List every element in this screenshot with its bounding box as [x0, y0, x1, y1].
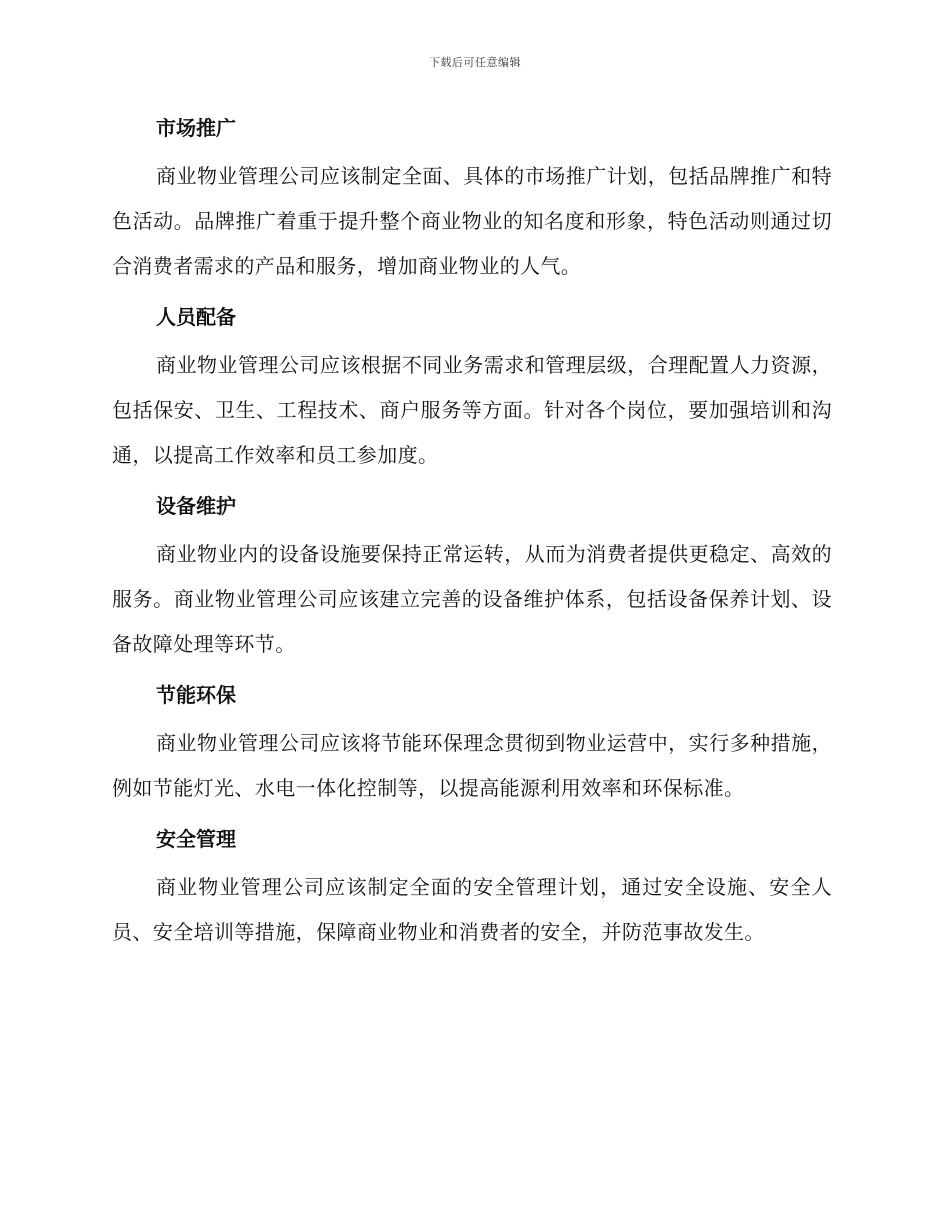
section-paragraph: 商业物业管理公司应该将节能环保理念贯彻到物业运营中，实行多种措施，例如节能灯光、水电一体化控制等，以提高能源利用效率和环保标准。	[112, 731, 832, 800]
section-equipment-maintenance	[112, 488, 832, 667]
document-content	[112, 110, 832, 955]
section-heading: 节能环保	[156, 683, 236, 707]
section-energy-saving	[112, 677, 832, 811]
section-heading: 设备维护	[156, 494, 236, 518]
section-paragraph: 商业物业内的设备设施要保持正常运转，从而为消费者提供更稳定、高效的服务。商业物业管理公司应该建立完善的设备维护体系，包括设备保养计划、设备故障处理等环节。	[112, 542, 832, 656]
section-heading: 安全管理	[156, 827, 236, 851]
section-paragraph: 商业物业管理公司应该制定全面、具体的市场推广计划，包括品牌推广和特色活动。品牌推广着重于提升整个商业物业的知名度和形象，特色活动则通过切合消费者需求的产品和服务，增加商业物业的人气。	[112, 164, 832, 278]
section-safety-management	[112, 821, 832, 955]
header-note: 下载后可任意编辑	[429, 56, 521, 69]
section-heading: 市场推广	[156, 116, 236, 140]
section-staffing	[112, 299, 832, 478]
section-heading: 人员配备	[156, 305, 236, 329]
section-market-promotion	[112, 110, 832, 289]
section-paragraph: 商业物业管理公司应该根据不同业务需求和管理层级，合理配置人力资源，包括保安、卫生、工程技术、商户服务等方面。针对各个岗位，要加强培训和沟通，以提高工作效率和员工参加度。	[112, 353, 832, 467]
section-paragraph: 商业物业管理公司应该制定全面的安全管理计划，通过安全设施、安全人员、安全培训等措施，保障商业物业和消费者的安全，并防范事故发生。	[112, 875, 832, 944]
